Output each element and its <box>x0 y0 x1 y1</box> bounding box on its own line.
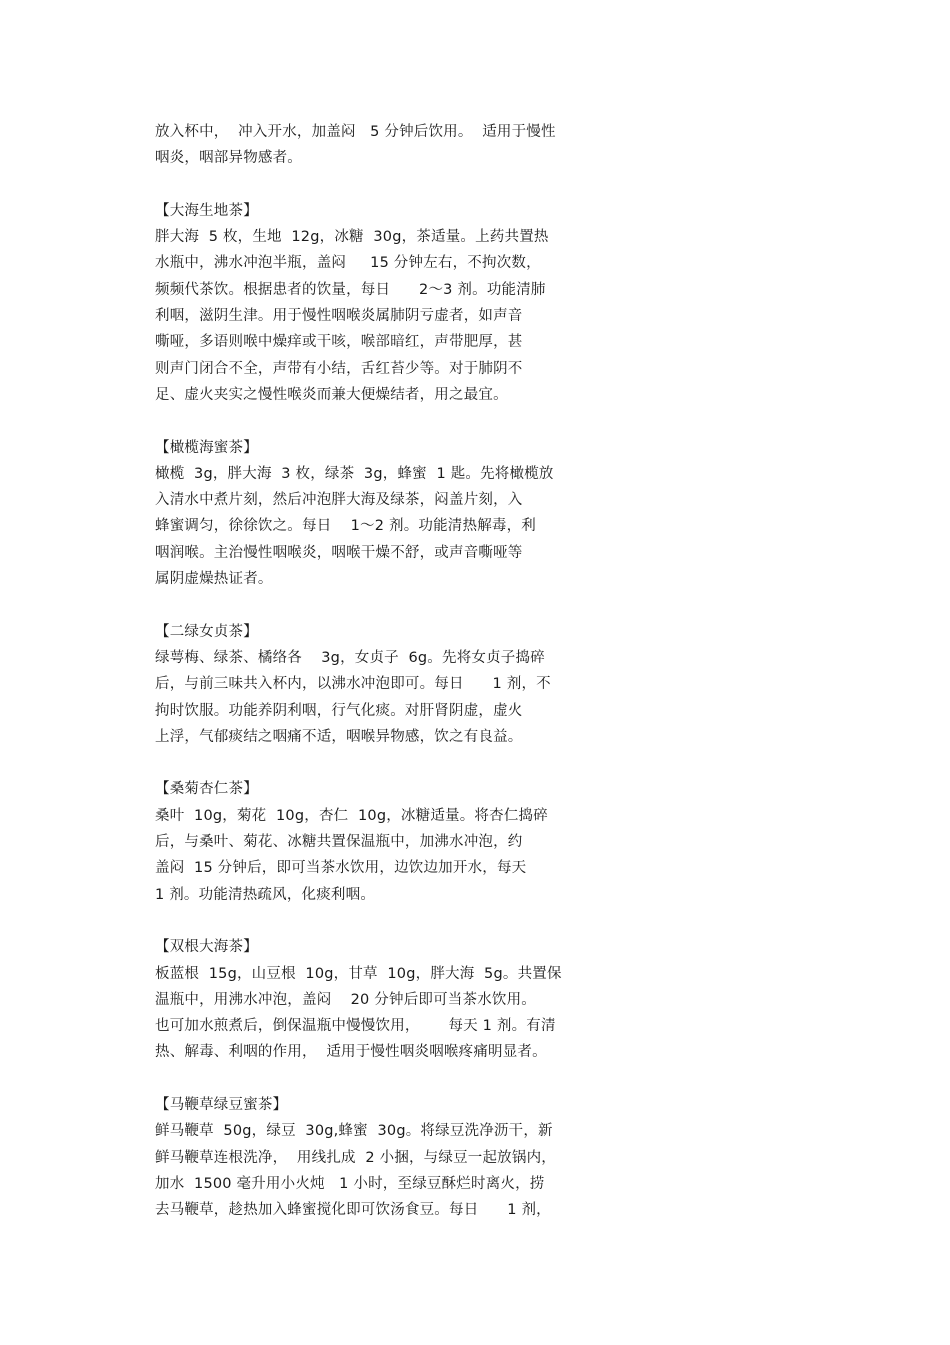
recipe-section <box>155 198 575 408</box>
text-line: 热、解毒、利咽的作用， 适用于慢性咽炎咽喉疼痛明显者。 <box>155 1044 547 1061</box>
text-line: 拘时饮服。功能养阴利咽，行气化痰。对肝肾阴虚，虚火 <box>155 702 523 719</box>
section-title: 【马鞭草绿豆蜜茶】 <box>155 1096 288 1113</box>
text-line: 桑叶 10g，菊花 10g，杏仁 10g，冰糖适量。将杏仁捣碎 <box>155 807 548 824</box>
text-line: 水瓶中，沸水冲泡半瓶，盖闷 15 分钟左右，不拘次数， <box>155 255 541 272</box>
text-line: 也可加水煎煮后，倒保温瓶中慢慢饮用， 每天 1 剂。有清 <box>155 1018 556 1035</box>
text-line: 频频代茶饮。根据患者的饮量，每日 2～3 剂。功能清肺 <box>155 281 546 298</box>
intro-paragraph <box>155 119 575 172</box>
text-line: 放入杯中， 冲入开水，加盖闷 5 分钟后饮用。 适用于慢性 <box>155 124 556 140</box>
text-line: 温瓶中，用沸水冲泡，盖闷 20 分钟后即可当茶水饮用。 <box>155 991 536 1008</box>
recipe-section <box>155 1092 575 1223</box>
text-line: 胖大海 5 枚，生地 12g，冰糖 30g，茶适量。上药共置热 <box>155 229 549 246</box>
paragraph-gap <box>155 172 575 198</box>
recipe-section <box>155 619 575 750</box>
text-line: 上浮，气郁痰结之咽痛不适，咽喉异物感，饮之有良益。 <box>155 728 523 745</box>
text-line: 盖闷 15 分钟后，即可当茶水饮用，边饮边加开水，每天 <box>155 860 527 877</box>
text-line: 后，与前三味共入杯内，以沸水冲泡即可。每日 1 剂，不 <box>155 676 551 693</box>
section-title: 【桑菊杏仁茶】 <box>155 781 258 798</box>
paragraph-gap <box>155 750 575 776</box>
text-line: 足、虚火夹实之慢性喉炎而兼大便燥结者，用之最宜。 <box>155 386 508 403</box>
text-line: 绿萼梅、绿茶、橘络各 3g，女贞子 6g。先将女贞子捣碎 <box>155 649 545 666</box>
section-title: 【橄榄海蜜茶】 <box>155 439 258 456</box>
text-line: 鲜马鞭草连根洗净， 用线扎成 2 小捆，与绿豆一起放锅内， <box>155 1149 556 1166</box>
text-line: 加水 1500 毫升用小火炖 1 小时，至绿豆酥烂时离火，捞 <box>155 1175 545 1192</box>
paragraph-gap <box>155 592 575 618</box>
section-title: 【大海生地茶】 <box>155 202 258 219</box>
text-line: 入清水中煮片刻，然后冲泡胖大海及绿茶，闷盖片刻，入 <box>155 492 523 509</box>
text-line: 蜂蜜调匀，徐徐饮之。每日 1～2 剂。功能清热解毒，利 <box>155 518 536 535</box>
text-line: 则声门闭合不全，声带有小结，舌红苔少等。对于肺阴不 <box>155 360 523 377</box>
recipe-section <box>155 934 575 1065</box>
text-line: 咽润喉。主治慢性咽喉炎，咽喉干燥不舒，或声音嘶哑等 <box>155 544 523 561</box>
text-line: 咽炎，咽部异物感者。 <box>155 150 302 167</box>
paragraph-gap <box>155 1066 575 1092</box>
section-title: 【双根大海茶】 <box>155 939 258 956</box>
text-line: 去马鞭草，趁热加入蜂蜜搅化即可饮汤食豆。每日 1 剂， <box>155 1202 551 1219</box>
text-line: 鲜马鞭草 50g，绿豆 30g,蜂蜜 30g。将绿豆洗净沥干，新 <box>155 1123 553 1140</box>
section-title: 【二绿女贞茶】 <box>155 623 258 640</box>
recipe-section <box>155 435 575 593</box>
text-line: 属阴虚燥热证者。 <box>155 571 273 588</box>
document-body <box>155 119 575 1223</box>
recipe-section <box>155 776 575 907</box>
text-line: 利咽，滋阴生津。用于慢性咽喉炎属肺阴亏虚者，如声音 <box>155 308 523 325</box>
paragraph-gap <box>155 408 575 434</box>
text-line: 板蓝根 15g，山豆根 10g，甘草 10g，胖大海 5g。共置保 <box>155 965 562 982</box>
text-line: 橄榄 3g，胖大海 3 枚，绿茶 3g，蜂蜜 1 匙。先将橄榄放 <box>155 465 554 482</box>
text-line: 后，与桑叶、菊花、冰糖共置保温瓶中，加沸水冲泡，约 <box>155 834 523 851</box>
paragraph-gap <box>155 908 575 934</box>
text-line: 嘶哑，多语则喉中燥痒或干咳，喉部暗红，声带肥厚，甚 <box>155 334 523 351</box>
text-line: 1 剂。功能清热疏风，化痰利咽。 <box>155 886 376 903</box>
